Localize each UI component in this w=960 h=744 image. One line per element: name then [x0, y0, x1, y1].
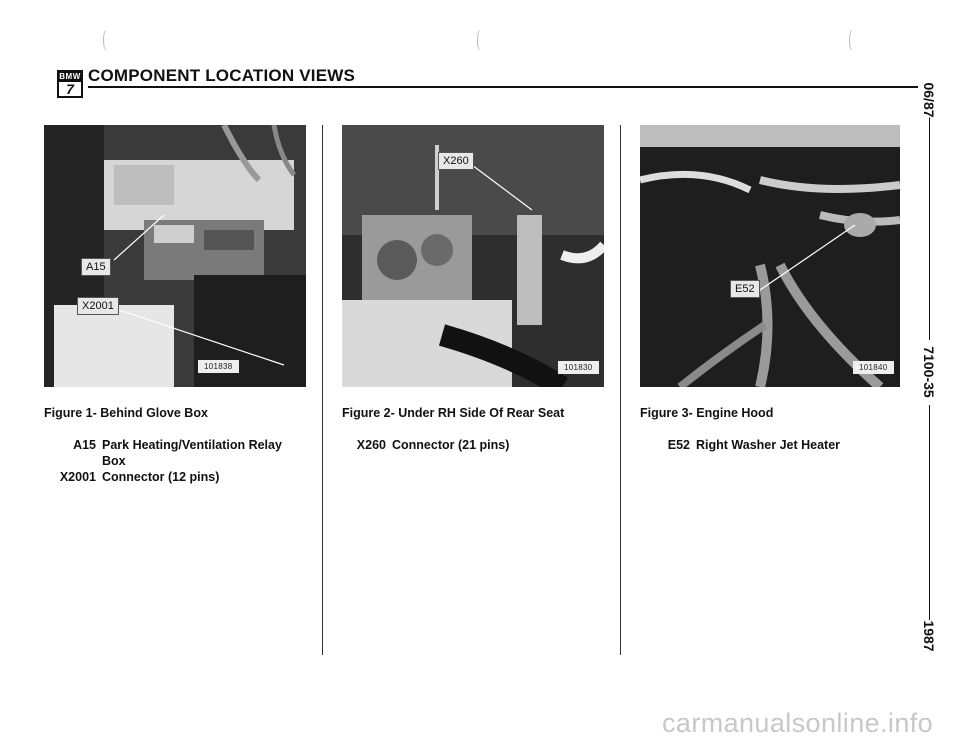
watermark: carmanualsonline.info [662, 708, 934, 738]
title-underline [88, 86, 918, 88]
logo-series: 7 [66, 81, 74, 97]
margin-date: 06/87 [921, 82, 937, 118]
figure-1-caption: Figure 1- Behind Glove Box [44, 406, 208, 420]
margin-page-code: 7100-35 [921, 346, 937, 398]
legend-description: Connector (12 pins) [102, 470, 220, 484]
legend-item [44, 469, 282, 485]
margin-rule [929, 405, 930, 620]
engine-hood-photo-graphic [640, 125, 900, 387]
figure-2-photo [342, 125, 604, 387]
figure-1-photo [44, 125, 306, 387]
callout-e52: E52 [730, 280, 760, 298]
column-divider [322, 125, 323, 655]
margin-rule [929, 115, 930, 340]
figure-2-caption: Figure 2- Under RH Side Of Rear Seat [342, 406, 565, 420]
figure-2-legend [342, 437, 509, 453]
figure-3-caption: Figure 3- Engine Hood [640, 406, 774, 420]
glove-box-photo-graphic [44, 125, 306, 387]
legend-description: Box [102, 454, 126, 468]
margin-year: 1987 [921, 620, 937, 652]
legend-description: Right Washer Jet Heater [696, 438, 841, 452]
scan-artifact: ( [102, 28, 107, 53]
legend-code: X260 [356, 438, 386, 452]
photo-number: 101840 [853, 361, 894, 374]
legend-item [342, 437, 509, 453]
scan-artifact: ( [476, 28, 481, 53]
callout-x2001: X2001 [77, 297, 119, 315]
figure-3-legend [640, 437, 840, 453]
legend-description: Connector (21 pins) [392, 438, 510, 452]
legend-item [44, 437, 282, 453]
legend-item-continued [44, 453, 282, 469]
figure-3-photo [640, 125, 900, 387]
logo-brand: BMW [59, 72, 81, 81]
callout-a15: A15 [81, 258, 111, 276]
column-divider [620, 125, 621, 655]
bmw-7-series-logo [57, 70, 83, 98]
legend-code: A15 [73, 438, 96, 452]
figure-1-legend [44, 437, 282, 485]
scan-artifact: ( [848, 28, 853, 53]
legend-code: X2001 [59, 470, 96, 484]
legend-item [640, 437, 840, 453]
photo-number: 101838 [198, 360, 239, 373]
photo-number: 101830 [558, 361, 599, 374]
callout-x260: X260 [438, 152, 474, 170]
page-title: COMPONENT LOCATION VIEWS [88, 66, 356, 85]
legend-description: Park Heating/Ventilation Relay [102, 438, 282, 452]
legend-code: E52 [667, 438, 690, 452]
